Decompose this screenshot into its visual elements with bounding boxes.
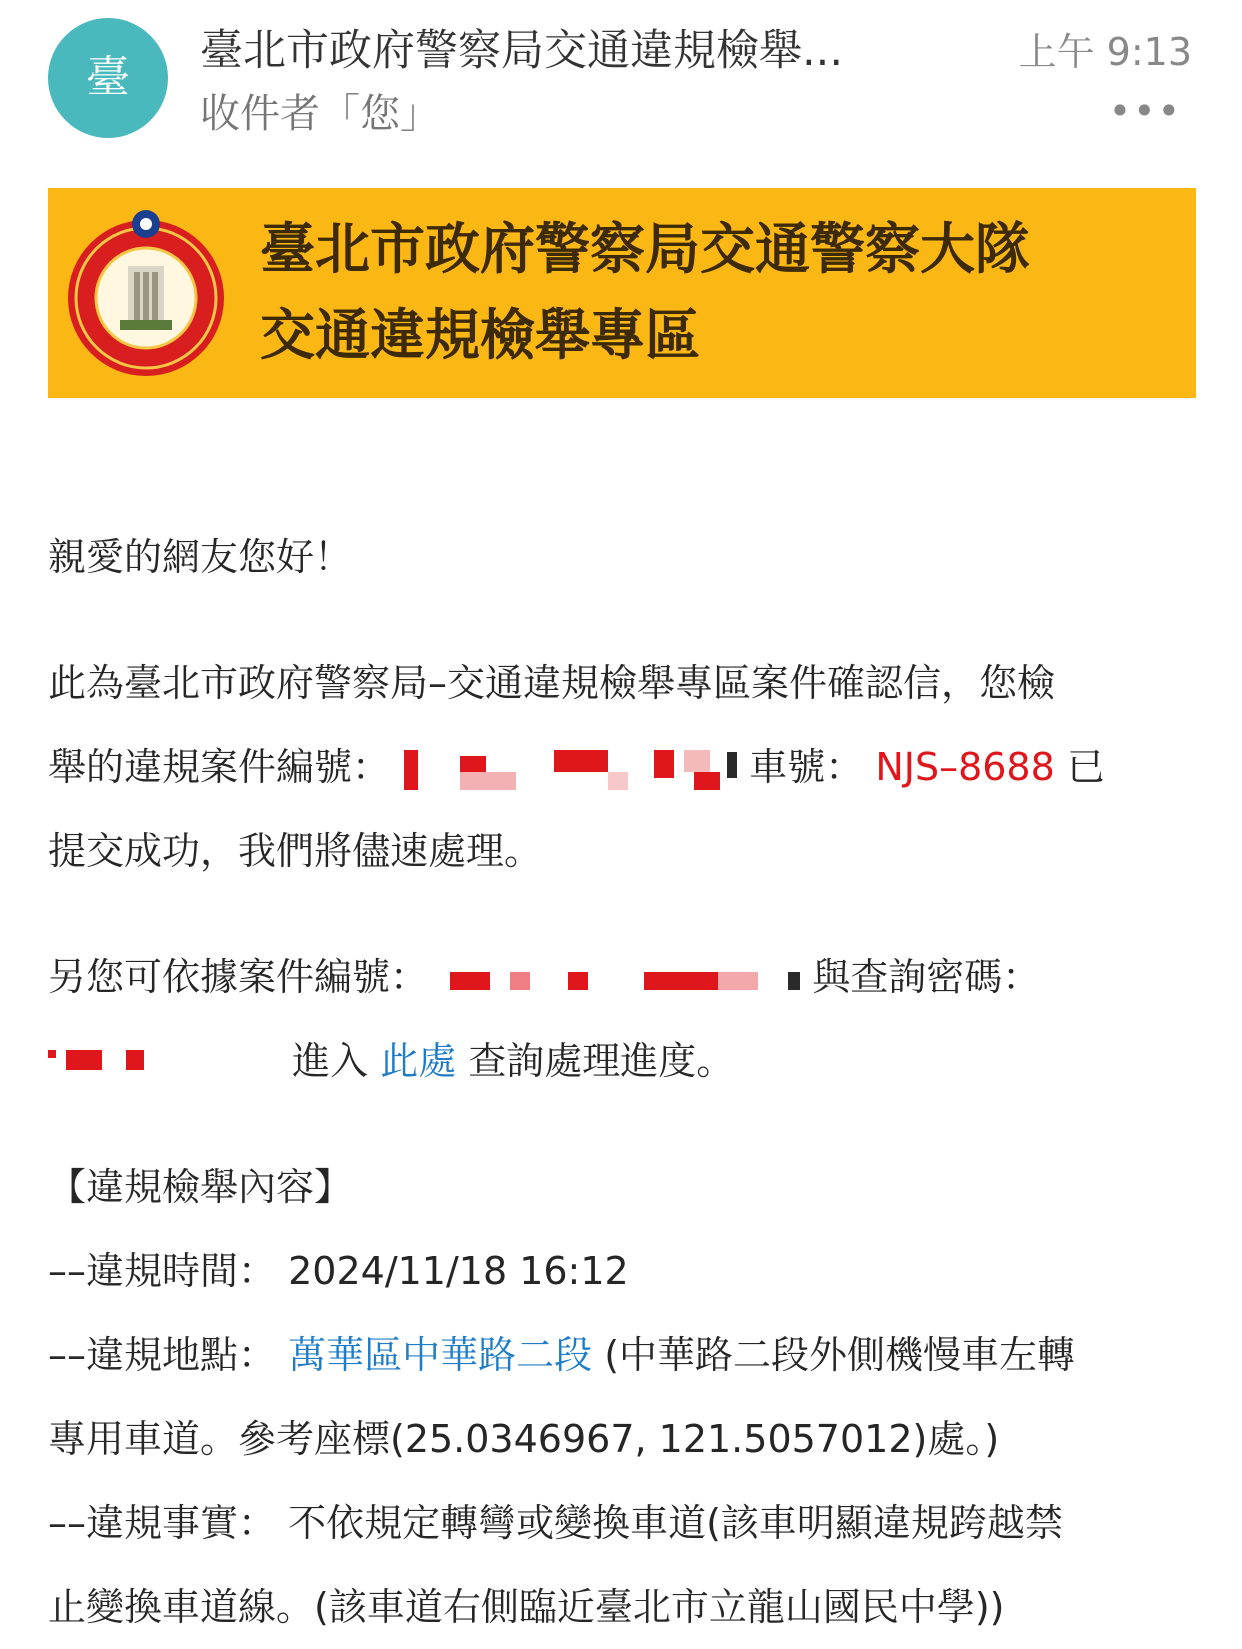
query-case-label: 另您可依據案件編號：: [48, 955, 429, 999]
violation-fact-row: [48, 1481, 1198, 1565]
recipient-line[interactable]: 收件者「您」: [200, 91, 440, 137]
received-time: 上午 9:13: [1018, 30, 1192, 74]
redacted-query-case-number: [440, 960, 800, 1000]
more-options-icon[interactable]: •••: [1108, 89, 1182, 133]
email-body: [48, 515, 1198, 1649]
greeting: 親愛的網友您好！: [48, 535, 353, 579]
banner-title: [260, 206, 1030, 378]
violation-place-detail: (中華路二段外側機慢車左轉: [604, 1333, 1076, 1377]
banner-title-line2: 交通違規檢舉專區: [260, 303, 701, 367]
violation-time-label: ––違規時間：: [48, 1249, 277, 1293]
query-progress-link[interactable]: 此處: [380, 1039, 457, 1083]
violation-place-label: ––違規地點：: [48, 1333, 277, 1377]
report-section-title: 【違規檢舉內容】: [48, 1165, 353, 1209]
violation-fact-label: ––違規事實：: [48, 1501, 277, 1545]
violation-time-row: [48, 1229, 1198, 1313]
query-password-label: 與查詢密碼：: [812, 955, 1041, 999]
violation-place-row: [48, 1313, 1198, 1397]
plate-label: 車號：: [749, 745, 864, 789]
confirmation-line-3: 提交成功，我們將儘速處理。: [48, 829, 543, 873]
violation-fact-value: 不依規定轉彎或變換車道(該車明顯違規跨越禁: [288, 1501, 1063, 1545]
redacted-case-number: [402, 750, 737, 790]
sender-name[interactable]: 臺北市政府警察局交通違規檢舉...: [200, 26, 844, 76]
query-progress-text: 查詢處理進度。: [468, 1039, 735, 1083]
violation-fact-row-2: 止變換車道線。(該車道右側臨近臺北市立龍山國民中學)): [48, 1585, 1005, 1629]
confirmation-line-1: 此為臺北市政府警察局–交通違規檢舉專區案件確認信，您檢: [48, 661, 1056, 705]
email-header: [0, 0, 1242, 170]
enter-text: 進入: [292, 1039, 381, 1083]
violation-place-link[interactable]: 萬華區中華路二段: [288, 1333, 593, 1377]
plate-suffix: 已: [1066, 745, 1105, 789]
police-banner: [48, 188, 1196, 398]
violation-place-row-2: 專用車道。參考座標(25.0346967, 121.5057012)處。): [48, 1417, 1000, 1461]
banner-title-line1: 臺北市政府警察局交通警察大隊: [260, 217, 1031, 281]
confirmation-line-2: [48, 725, 1198, 809]
sender-avatar[interactable]: 臺: [48, 18, 168, 138]
police-badge-logo: [62, 202, 230, 384]
violation-time-value: 2024/11/18 16:12: [288, 1249, 629, 1293]
query-line-2: [48, 1019, 1198, 1103]
license-plate: NJS–8688: [875, 745, 1055, 789]
redacted-query-password: [48, 1044, 280, 1084]
query-line-1: [48, 935, 1198, 1019]
case-number-label: 舉的違規案件編號：: [48, 745, 391, 789]
